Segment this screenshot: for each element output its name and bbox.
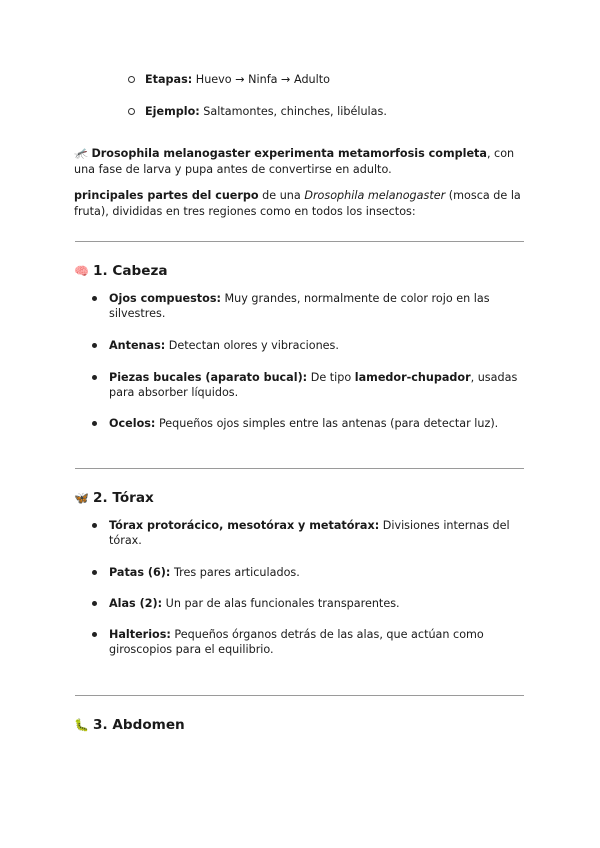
intro-text: , con una fase de larva y pupa antes de convertirse en adulto.: [74, 147, 515, 176]
item-label: Tórax protorácico, mesotórax y metatórax:: [109, 519, 380, 532]
item-text: Huevo → Ninfa → Adulto: [195, 73, 330, 86]
item-text-tail: , usadas para absorber líquidos.: [109, 371, 518, 399]
brain-icon: 🧠: [74, 264, 89, 278]
butterfly-icon: 🦋: [74, 491, 89, 505]
species-name: Drosophila melanogaster: [304, 189, 446, 202]
list-item: [91, 596, 521, 611]
section-title: 2. Tórax: [93, 490, 154, 506]
list-item: [91, 370, 521, 400]
item-label: Ejemplo:: [145, 105, 200, 118]
mosquito-icon: 🦟: [74, 147, 88, 160]
item-label: Patas (6):: [109, 566, 171, 579]
caterpillar-icon: 🐛: [74, 718, 89, 732]
stage-sub-list: [127, 72, 387, 136]
item-text: Tres pares articulados.: [170, 566, 300, 579]
item-text: Muy grandes, normalmente de color rojo en las silvestres.: [109, 292, 490, 320]
item-text: Pequeños ojos simples entre las antenas (para detectar luz).: [155, 417, 499, 430]
divider: [75, 468, 524, 469]
list-item: [91, 565, 521, 580]
item-label: Ojos compuestos:: [109, 292, 221, 305]
item-label: Alas (2):: [109, 597, 163, 610]
list-item: [91, 627, 509, 657]
parts-bold-text: principales partes del cuerpo: [74, 189, 259, 202]
item-text: Saltamontes, chinches, libélulas.: [203, 105, 387, 118]
body-parts-paragraph: [74, 188, 534, 220]
item-label: Etapas:: [145, 73, 193, 86]
item-label: Antenas:: [109, 339, 166, 352]
section-heading-cabeza: [74, 262, 168, 280]
divider: [75, 695, 524, 696]
divider: [75, 241, 524, 242]
item-emphasis: lamedor-chupador: [354, 371, 471, 384]
section-title: 3. Abdomen: [93, 717, 185, 733]
section-title: 1. Cabeza: [93, 263, 168, 279]
section-heading-torax: [74, 489, 154, 507]
list-item: [91, 518, 521, 548]
item-text: De tipo: [307, 371, 355, 384]
intro-bold-text: Drosophila melanogaster experimenta metamorfosis completa: [91, 147, 487, 160]
list-item: [127, 72, 387, 104]
item-text: Divisiones internas del tórax.: [109, 519, 510, 547]
section-heading-abdomen: [74, 716, 185, 734]
parts-text-rest: (mosca de la fruta), divididas en tres regiones como en todos los insectos:: [74, 189, 521, 218]
list-item: [91, 416, 529, 431]
list-item: [127, 104, 387, 136]
item-label: Piezas bucales (aparato bucal):: [109, 371, 308, 384]
metamorphosis-paragraph: [74, 146, 534, 178]
parts-text: de una: [258, 189, 305, 202]
item-text: Detectan olores y vibraciones.: [165, 339, 339, 352]
item-label: Halterios:: [109, 628, 171, 641]
list-item: [91, 291, 521, 321]
item-text: Un par de alas funcionales transparentes.: [162, 597, 400, 610]
item-label: Ocelos:: [109, 417, 156, 430]
list-item: [91, 338, 521, 353]
item-text: Pequeños órganos detrás de las alas, que actúan como giroscopios para el equilibrio.: [109, 628, 484, 656]
